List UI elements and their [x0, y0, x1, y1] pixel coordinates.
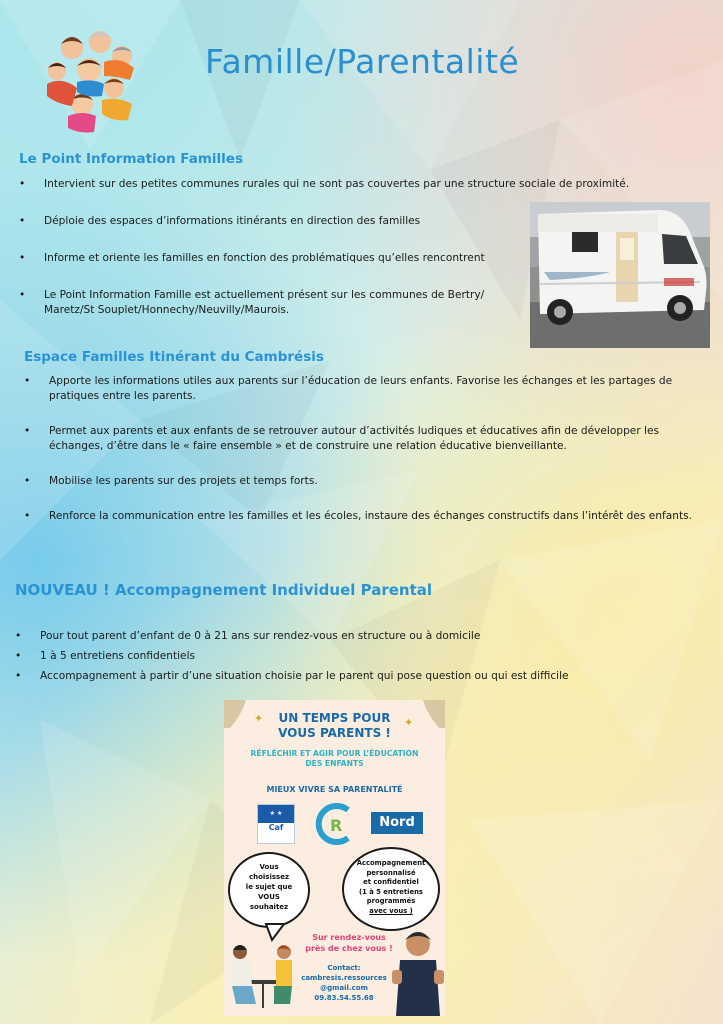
list-item: • Pour tout parent d’enfant de 0 à 21 ans sur rendez-vous en structure ou à domicile	[40, 629, 700, 644]
thumbs-up-person-illustration	[392, 922, 444, 1016]
sparkle-icon: ✦	[404, 716, 414, 729]
caf-logo: ★ ★ Caf	[257, 804, 295, 844]
svg-text:R: R	[330, 816, 343, 835]
flyer-subtitle-1: RÉFLÉCHIR ET AGIR POUR L’ÉDUCATION	[250, 749, 419, 758]
list-item: • 1 à 5 entretiens confidentiels	[40, 649, 700, 664]
efic-list	[49, 374, 709, 544]
rdv-text: Sur rendez-vous près de chez vous !	[305, 933, 393, 953]
flyer-tagline: MIEUX VIVRE SA PARENTALITÉ	[266, 785, 403, 794]
family-group-icon	[42, 26, 142, 134]
page-title: Famille/Parentalité	[205, 42, 520, 81]
sparkle-icon: ✦	[254, 712, 264, 725]
flyer-title-1: UN TEMPS POUR	[278, 711, 391, 725]
section-heading-nouveau: NOUVEAU ! Accompagnement Individuel Parental	[15, 581, 433, 599]
camper-van-photo	[530, 202, 710, 348]
flyer-subtitle-2: DES ENFANTS	[305, 759, 364, 768]
nouveau-list	[40, 629, 700, 689]
nord-logo: Nord	[371, 812, 423, 834]
section-heading-pif: Le Point Information Familles	[19, 151, 243, 167]
flyer-title-2: VOUS PARENTS !	[278, 726, 391, 740]
list-item: • Déploie des espaces d’informations itinérants en direction des familles	[44, 214, 514, 229]
speech-bubble-left: Vous choisissez le sujet que VOUS souhaitez	[228, 852, 310, 928]
section-heading-efic: Espace Familles Itinérant du Cambrésis	[24, 349, 324, 365]
list-item: • Mobilise les parents sur des projets et temps forts.	[49, 474, 709, 489]
list-item: • Renforce la communication entre les familles et les écoles, instaure des échanges constructifs dans l’intérêt des enfants.	[49, 509, 709, 524]
flyer-image	[224, 700, 445, 1016]
list-item: • Le Point Information Famille est actuellement présent sur les communes de Bertry/ Maretz/St Souplet/Honnechy/Neuvilly/Maurois.	[44, 288, 522, 318]
list-item: • Intervient sur des petites communes rurales qui ne sont pas couvertes par une structure sociale de proximité.	[44, 177, 692, 192]
list-item: • Permet aux parents et aux enfants de se retrouver autour d’activités ludiques et éducatives afin de développer les échanges, d’être dans le « faire ensemble » et de construire une relation éducative bienveillante.	[49, 424, 709, 454]
cambresis-ressources-logo	[310, 800, 360, 848]
list-item: • Accompagnement à partir d’une situation choisie par le parent qui pose question ou qui est difficile	[40, 669, 700, 684]
people-chatting-illustration	[226, 940, 298, 1014]
list-item: • Informe et oriente les familles en fonction des problématiques qu’elles rencontrent	[44, 251, 514, 266]
contact-block: Contact: cambresis.ressources @gmail.com 09.83.54.55.68	[301, 964, 387, 1002]
speech-bubble-right: Accompagnement personnalisé et confidentiel (1 à 5 entretiens programmés avec vous )	[342, 847, 440, 931]
list-item: • Apporte les informations utiles aux parents sur l’éducation de leurs enfants. Favorise les échanges et les partages de pratiques entre les parents.	[49, 374, 709, 404]
